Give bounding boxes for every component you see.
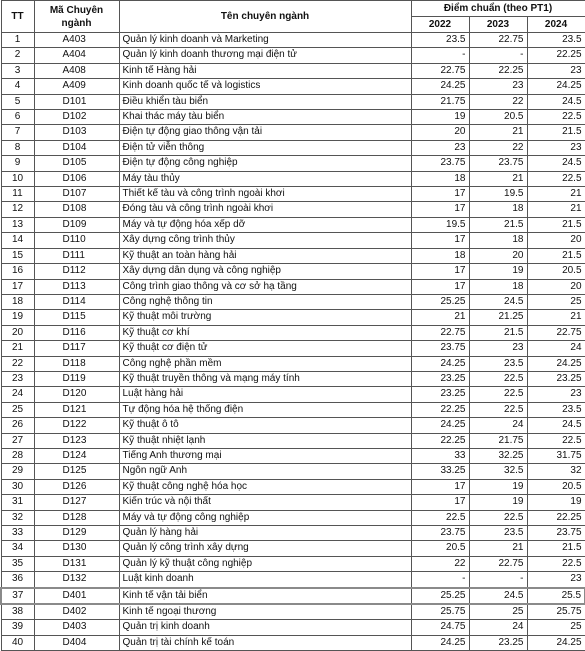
score-2023: 21.5 — [469, 217, 527, 232]
score-2023: 22.5 — [469, 371, 527, 386]
major-code: D101 — [34, 94, 119, 109]
score-2023: 21 — [469, 541, 527, 556]
table-row — [1, 448, 585, 463]
score-2023: 22.5 — [469, 402, 527, 417]
row-number: 30 — [1, 479, 34, 494]
major-code: D109 — [34, 217, 119, 232]
score-2022: 24.25 — [411, 79, 469, 94]
score-2022: 21.75 — [411, 94, 469, 109]
major-code: D113 — [34, 279, 119, 294]
major-code: D128 — [34, 510, 119, 525]
major-code: D118 — [34, 356, 119, 371]
major-name: Khai thác máy tàu biển — [119, 110, 411, 125]
score-2022: 23.75 — [411, 341, 469, 356]
major-name: Quản lý kinh doanh và Marketing — [119, 33, 411, 48]
major-code: D105 — [34, 156, 119, 171]
major-name: Quản trị kinh doanh — [119, 620, 411, 635]
row-number: 23 — [1, 371, 34, 386]
major-code: D102 — [34, 110, 119, 125]
major-code: D107 — [34, 187, 119, 202]
major-code: D111 — [34, 248, 119, 263]
table-row — [1, 588, 585, 604]
score-2023: 20.5 — [469, 110, 527, 125]
score-2022: 22.75 — [411, 325, 469, 340]
major-code: D402 — [34, 604, 119, 620]
score-2022: 17 — [411, 279, 469, 294]
score-2022: 17 — [411, 187, 469, 202]
major-name: Kỹ thuật an toàn hàng hải — [119, 248, 411, 263]
major-name: Kỹ thuật công nghệ hóa học — [119, 479, 411, 494]
score-2023: 21 — [469, 125, 527, 140]
score-2024: 24.5 — [527, 156, 585, 171]
score-2024: 23 — [527, 387, 585, 402]
major-code: D122 — [34, 418, 119, 433]
major-code: D117 — [34, 341, 119, 356]
row-number: 15 — [1, 248, 34, 263]
major-name: Đóng tàu và công trình ngoài khơi — [119, 202, 411, 217]
major-code: D119 — [34, 371, 119, 386]
score-2023: 18 — [469, 202, 527, 217]
score-2024: 21 — [527, 310, 585, 325]
row-number: 34 — [1, 541, 34, 556]
major-name: Quản lý công trình xây dựng — [119, 541, 411, 556]
score-2023: 19 — [469, 495, 527, 510]
major-name: Kinh tế Hàng hải — [119, 63, 411, 78]
table-row — [1, 187, 585, 202]
row-number: 9 — [1, 156, 34, 171]
score-2022: 24.25 — [411, 356, 469, 371]
score-2024: 21.5 — [527, 125, 585, 140]
table-row — [1, 63, 585, 78]
table-row — [1, 495, 585, 510]
score-2024: 22.5 — [527, 110, 585, 125]
table-row — [1, 217, 585, 232]
major-name: Điều khiển tàu biển — [119, 94, 411, 109]
score-2023: 24.5 — [469, 294, 527, 309]
major-code: D106 — [34, 171, 119, 186]
row-number: 3 — [1, 63, 34, 78]
row-number: 33 — [1, 526, 34, 541]
table-row — [1, 248, 585, 263]
table-row — [1, 356, 585, 371]
score-2022: 22.5 — [411, 510, 469, 525]
score-2023: 22.75 — [469, 556, 527, 571]
row-number: 6 — [1, 110, 34, 125]
score-2023: 18 — [469, 233, 527, 248]
score-2024: 22.75 — [527, 325, 585, 340]
row-number: 27 — [1, 433, 34, 448]
score-2022: 21 — [411, 310, 469, 325]
score-2024: 20 — [527, 279, 585, 294]
row-number: 37 — [1, 588, 34, 604]
table-row — [1, 387, 585, 402]
major-code: D116 — [34, 325, 119, 340]
score-2024: 24.25 — [527, 79, 585, 94]
major-code: D108 — [34, 202, 119, 217]
row-number: 22 — [1, 356, 34, 371]
score-2024: 22.25 — [527, 510, 585, 525]
major-name: Kinh doanh quốc tế và logistics — [119, 79, 411, 94]
score-2023: 22.25 — [469, 63, 527, 78]
major-code: D121 — [34, 402, 119, 417]
major-name: Kinh tế ngoại thương — [119, 604, 411, 620]
score-2023: 23.75 — [469, 156, 527, 171]
row-number: 32 — [1, 510, 34, 525]
score-2023: 22 — [469, 140, 527, 155]
header-major-code: Mã Chuyên ngành — [34, 1, 119, 33]
header-year-2024: 2024 — [527, 17, 585, 33]
score-2022: 23.5 — [411, 33, 469, 48]
major-name: Kỹ thuật cơ điện tử — [119, 341, 411, 356]
major-code: D114 — [34, 294, 119, 309]
score-2022: 24.25 — [411, 635, 469, 650]
major-code: A409 — [34, 79, 119, 94]
table-row — [1, 202, 585, 217]
row-number: 19 — [1, 310, 34, 325]
row-number: 18 — [1, 294, 34, 309]
row-number: 29 — [1, 464, 34, 479]
score-2022: 22.25 — [411, 433, 469, 448]
major-name: Quản trị tài chính kế toán — [119, 635, 411, 650]
major-name: Tiếng Anh thương mại — [119, 448, 411, 463]
table-row — [1, 264, 585, 279]
table-row — [1, 556, 585, 571]
table-row — [1, 279, 585, 294]
major-name: Máy và tự động công nghiệp — [119, 510, 411, 525]
major-name: Kỹ thuật ô tô — [119, 418, 411, 433]
major-code: D103 — [34, 125, 119, 140]
score-2023: 21.25 — [469, 310, 527, 325]
score-2023: 23.5 — [469, 526, 527, 541]
score-2024: 25.75 — [527, 604, 585, 620]
major-name: Máy và tự động hóa xếp dỡ — [119, 217, 411, 232]
score-2022: 24.25 — [411, 418, 469, 433]
row-number: 26 — [1, 418, 34, 433]
major-name: Kiến trúc và nội thất — [119, 495, 411, 510]
major-code: D404 — [34, 635, 119, 650]
score-2024: 32 — [527, 464, 585, 479]
row-number: 2 — [1, 48, 34, 63]
score-2022: 19.5 — [411, 217, 469, 232]
score-2024: 24.25 — [527, 635, 585, 650]
major-name: Điện tử viễn thông — [119, 140, 411, 155]
table-row — [1, 294, 585, 309]
score-2024: 23.75 — [527, 526, 585, 541]
score-2023: 22 — [469, 94, 527, 109]
row-number: 4 — [1, 79, 34, 94]
score-2024: 21.5 — [527, 248, 585, 263]
score-2024: 21.5 — [527, 217, 585, 232]
score-2022: 22.25 — [411, 402, 469, 417]
table-row — [1, 310, 585, 325]
score-2023: 18 — [469, 279, 527, 294]
table-row — [1, 510, 585, 525]
major-name: Quản lý hàng hải — [119, 526, 411, 541]
row-number: 25 — [1, 402, 34, 417]
row-number: 38 — [1, 604, 34, 620]
major-name: Công trình giao thông và cơ sở hạ tầng — [119, 279, 411, 294]
table-row — [1, 541, 585, 556]
table-body — [1, 33, 585, 651]
score-2024: 21.5 — [527, 541, 585, 556]
table-row — [1, 325, 585, 340]
row-number: 12 — [1, 202, 34, 217]
major-name: Điện tự động công nghiệp — [119, 156, 411, 171]
row-number: 11 — [1, 187, 34, 202]
score-2024: 23.5 — [527, 33, 585, 48]
major-name: Tự động hóa hệ thống điện — [119, 402, 411, 417]
score-2023: 24 — [469, 620, 527, 635]
major-code: D110 — [34, 233, 119, 248]
score-2024: 22.5 — [527, 556, 585, 571]
score-2023: 25 — [469, 604, 527, 620]
row-number: 17 — [1, 279, 34, 294]
score-2022: 25.75 — [411, 604, 469, 620]
table-row — [1, 48, 585, 63]
score-2023: 24 — [469, 418, 527, 433]
score-2023: 21 — [469, 171, 527, 186]
row-number: 31 — [1, 495, 34, 510]
score-2024: 25 — [527, 294, 585, 309]
score-2022: 23.75 — [411, 156, 469, 171]
table-row — [1, 371, 585, 386]
table-row — [1, 620, 585, 635]
score-2023: 24.5 — [469, 588, 527, 604]
table-row — [1, 341, 585, 356]
major-code: D112 — [34, 264, 119, 279]
table-row — [1, 418, 585, 433]
row-number: 8 — [1, 140, 34, 155]
score-2024: 23.25 — [527, 371, 585, 386]
table-row — [1, 464, 585, 479]
score-2023: - — [469, 48, 527, 63]
score-2023: 22.5 — [469, 387, 527, 402]
score-2024: 22.5 — [527, 433, 585, 448]
score-2023: 23 — [469, 79, 527, 94]
table-row — [1, 79, 585, 94]
row-number: 7 — [1, 125, 34, 140]
score-2024: 23 — [527, 572, 585, 588]
table-row — [1, 526, 585, 541]
score-2023: 23.25 — [469, 635, 527, 650]
score-2022: - — [411, 48, 469, 63]
major-name: Kinh tế vận tải biển — [119, 588, 411, 604]
major-code: D115 — [34, 310, 119, 325]
score-2022: 23.25 — [411, 387, 469, 402]
major-name: Kỹ thuật môi trường — [119, 310, 411, 325]
score-2023: 32.5 — [469, 464, 527, 479]
row-number: 21 — [1, 341, 34, 356]
major-code: D124 — [34, 448, 119, 463]
score-2024: 24 — [527, 341, 585, 356]
header-major-name: Tên chuyên ngành — [119, 1, 411, 33]
table-row — [1, 233, 585, 248]
score-2022: 24.75 — [411, 620, 469, 635]
score-2023: 19 — [469, 479, 527, 494]
score-2022: 17 — [411, 264, 469, 279]
major-code: D120 — [34, 387, 119, 402]
table-row — [1, 604, 585, 620]
row-number: 13 — [1, 217, 34, 232]
major-name: Quản lý kỹ thuật công nghiệp — [119, 556, 411, 571]
table-row — [1, 171, 585, 186]
score-2024: 20 — [527, 233, 585, 248]
row-number: 16 — [1, 264, 34, 279]
score-2022: 33.25 — [411, 464, 469, 479]
major-code: D401 — [34, 588, 119, 604]
score-2024: 20.5 — [527, 264, 585, 279]
score-2022: 23.75 — [411, 526, 469, 541]
score-2023: 23 — [469, 341, 527, 356]
table-row — [1, 140, 585, 155]
score-2022: 33 — [411, 448, 469, 463]
score-2024: 21 — [527, 187, 585, 202]
major-name: Kỹ thuật nhiệt lạnh — [119, 433, 411, 448]
score-2024: 25 — [527, 620, 585, 635]
table-row — [1, 402, 585, 417]
major-name: Điện tự động giao thông vận tải — [119, 125, 411, 140]
table-row — [1, 33, 585, 48]
score-2023: 19.5 — [469, 187, 527, 202]
score-2023: 21.75 — [469, 433, 527, 448]
table-row — [1, 433, 585, 448]
score-2022: 17 — [411, 479, 469, 494]
major-name: Công nghệ thông tin — [119, 294, 411, 309]
score-2022: 23 — [411, 140, 469, 155]
major-name: Quản lý kinh doanh thương mại điện tử — [119, 48, 411, 63]
major-name: Xây dựng công trình thủy — [119, 233, 411, 248]
score-2022: 19 — [411, 110, 469, 125]
major-code: D129 — [34, 526, 119, 541]
major-name: Thiết kế tàu và công trình ngoài khơi — [119, 187, 411, 202]
row-number: 40 — [1, 635, 34, 650]
row-number: 35 — [1, 556, 34, 571]
table-row — [1, 94, 585, 109]
major-code: D403 — [34, 620, 119, 635]
major-name: Kỹ thuật cơ khí — [119, 325, 411, 340]
major-code: D127 — [34, 495, 119, 510]
major-code: D126 — [34, 479, 119, 494]
score-2023: 19 — [469, 264, 527, 279]
major-code: D130 — [34, 541, 119, 556]
score-2024: 24.5 — [527, 94, 585, 109]
score-2022: 17 — [411, 233, 469, 248]
score-2023: 32.25 — [469, 448, 527, 463]
header-year-2022: 2022 — [411, 17, 469, 33]
score-2024: 19 — [527, 495, 585, 510]
score-2023: 22.5 — [469, 510, 527, 525]
score-2022: 20.5 — [411, 541, 469, 556]
row-number: 24 — [1, 387, 34, 402]
score-2024: 24.25 — [527, 356, 585, 371]
score-2022: 17 — [411, 202, 469, 217]
header-year-2023: 2023 — [469, 17, 527, 33]
row-number: 10 — [1, 171, 34, 186]
table-row — [1, 125, 585, 140]
row-number: 5 — [1, 94, 34, 109]
table-row — [1, 572, 585, 588]
score-2022: 17 — [411, 495, 469, 510]
table-header — [1, 1, 585, 33]
score-2023: - — [469, 572, 527, 588]
major-name: Xây dựng dân dụng và công nghiệp — [119, 264, 411, 279]
row-number: 14 — [1, 233, 34, 248]
score-2022: 25.25 — [411, 588, 469, 604]
row-number: 1 — [1, 33, 34, 48]
score-2022: 22.75 — [411, 63, 469, 78]
major-code: D132 — [34, 572, 119, 588]
score-2024: 21 — [527, 202, 585, 217]
major-name: Công nghệ phần mềm — [119, 356, 411, 371]
major-code: A408 — [34, 63, 119, 78]
table-row — [1, 156, 585, 171]
major-code: D104 — [34, 140, 119, 155]
score-2024: 23 — [527, 63, 585, 78]
major-code: A404 — [34, 48, 119, 63]
score-2024: 31.75 — [527, 448, 585, 463]
score-2024: 24.5 — [527, 418, 585, 433]
major-code: D125 — [34, 464, 119, 479]
score-2022: 23.25 — [411, 371, 469, 386]
score-2022: 20 — [411, 125, 469, 140]
row-number: 20 — [1, 325, 34, 340]
major-name: Luật kinh doanh — [119, 572, 411, 588]
row-number: 36 — [1, 572, 34, 588]
major-code: D131 — [34, 556, 119, 571]
header-tt: TT — [1, 1, 34, 33]
score-2023: 22.75 — [469, 33, 527, 48]
table-row — [1, 635, 585, 650]
score-2024: 20.5 — [527, 479, 585, 494]
table-row — [1, 479, 585, 494]
score-2024: 23.5 — [527, 402, 585, 417]
score-2022: 22 — [411, 556, 469, 571]
score-2023: 21.5 — [469, 325, 527, 340]
major-name: Kỹ thuật truyền thông và mạng máy tính — [119, 371, 411, 386]
score-2023: 23.5 — [469, 356, 527, 371]
row-number: 39 — [1, 620, 34, 635]
row-number: 28 — [1, 448, 34, 463]
score-2022: 18 — [411, 248, 469, 263]
score-2023: 20 — [469, 248, 527, 263]
score-2024: 22.5 — [527, 171, 585, 186]
table-row — [1, 110, 585, 125]
major-name: Máy tàu thủy — [119, 171, 411, 186]
score-2022: 18 — [411, 171, 469, 186]
score-2024: 23 — [527, 140, 585, 155]
major-name: Luật hàng hải — [119, 387, 411, 402]
major-code: A403 — [34, 33, 119, 48]
score-2024: 25.5 — [527, 588, 585, 604]
major-code: D123 — [34, 433, 119, 448]
score-2024: 22.25 — [527, 48, 585, 63]
header-benchmark-scores: Điểm chuẩn (theo PT1) — [411, 1, 585, 17]
score-2022: 25.25 — [411, 294, 469, 309]
major-name: Ngôn ngữ Anh — [119, 464, 411, 479]
score-2022: - — [411, 572, 469, 588]
